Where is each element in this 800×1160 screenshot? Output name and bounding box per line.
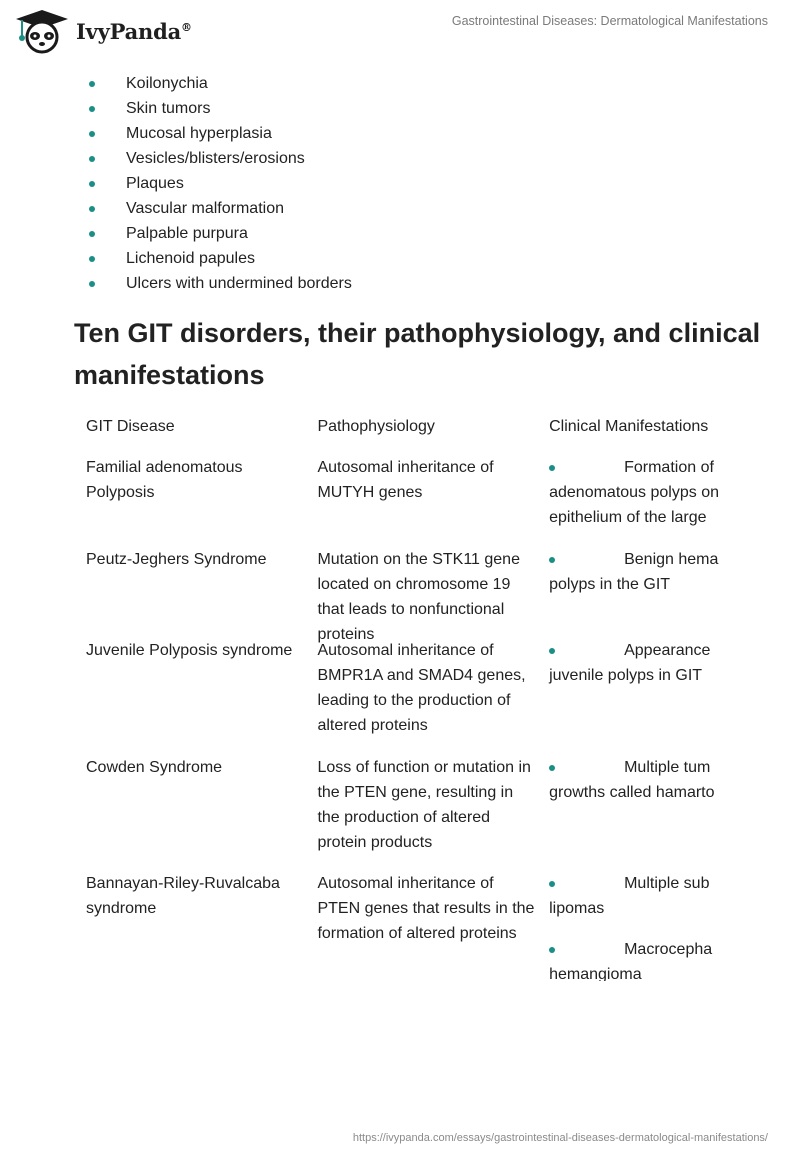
bullet-icon <box>89 131 95 137</box>
manifestation-item: Multiple sub lipomas <box>549 875 710 917</box>
list-item: Palpable purpura <box>86 221 352 246</box>
disease-cell: Bannayan-Riley-Ruvalcaba syndrome <box>86 875 280 917</box>
list-item: Ulcers with undermined borders <box>86 271 352 296</box>
manifestation-item: Benign hema polyps in the GIT <box>549 551 719 593</box>
table-row <box>86 755 800 871</box>
bullet-icon <box>549 648 555 654</box>
bullet-icon <box>89 81 95 87</box>
table-row <box>86 547 800 643</box>
ivypanda-logo[interactable] <box>14 8 192 54</box>
manifestations-cell <box>549 638 800 755</box>
table-row <box>86 871 800 981</box>
list-item: Vascular malformation <box>86 196 352 221</box>
bullet-icon <box>549 557 555 563</box>
bullet-icon <box>89 206 95 212</box>
bullet-icon <box>89 231 95 237</box>
table-header-row <box>86 414 800 455</box>
list-item: Skin tumors <box>86 96 352 121</box>
bullet-icon <box>89 256 95 262</box>
table-row <box>86 638 800 755</box>
page-header <box>0 0 800 62</box>
bullet-icon <box>549 947 555 953</box>
pathophysiology-cell: Autosomal inheritance of BMPR1A and SMAD4 genes, leading to the production of altered proteins <box>317 642 526 734</box>
pathophysiology-cell: Mutation on the STK11 gene located on chromosome 19 that leads to nonfunctional proteins <box>317 551 520 643</box>
manifestations-cell <box>549 755 800 871</box>
pathophysiology-cell: Loss of function or mutation in the PTEN gene, resulting in the production of altered protein products <box>317 759 531 851</box>
bullet-icon <box>549 881 555 887</box>
pathophysiology-cell: Autosomal inheritance of PTEN genes that results in the formation of altered proteins <box>317 875 535 942</box>
bullet-icon <box>89 106 95 112</box>
pathophysiology-cell: Autosomal inheritance of MUTYH genes <box>317 459 494 501</box>
manifestations-cell <box>549 871 800 981</box>
manifestation-item: Appearance juvenile polyps in GIT <box>549 642 711 684</box>
manifestations-cell <box>549 547 800 638</box>
disease-cell: Familial adenomatous Polyposis <box>86 459 243 501</box>
manifestation-item: Macrocepha hemangioma <box>549 941 713 981</box>
bullet-icon <box>549 465 555 471</box>
bullet-list <box>86 71 352 296</box>
column-header-disease: GIT Disease <box>86 418 175 435</box>
bullet-icon <box>89 156 95 162</box>
registered-mark: ® <box>181 20 192 34</box>
list-item: Lichenoid papules <box>86 246 352 271</box>
disease-cell: Cowden Syndrome <box>86 759 223 776</box>
list-item: Vesicles/blisters/erosions <box>86 146 352 171</box>
column-header-pathophysiology: Pathophysiology <box>317 418 435 435</box>
list-item: Koilonychia <box>86 71 352 96</box>
list-item: Mucosal hyperplasia <box>86 121 352 146</box>
table-row <box>86 455 800 547</box>
brand-name: IvyPanda® <box>76 18 192 44</box>
section-heading: Ten GIT disorders, their pathophysiology, and clinical manifestations <box>74 318 761 390</box>
source-url-link[interactable]: https://ivypanda.com/essays/gastrointestinal-diseases-dermatological-manifestations/ <box>352 1132 768 1144</box>
bullet-icon <box>89 281 95 287</box>
list-item: Plaques <box>86 171 352 196</box>
bullet-icon <box>549 765 555 771</box>
panda-graduate-icon <box>14 8 70 54</box>
manifestations-cell <box>549 455 800 547</box>
document-title: Gastrointestinal Diseases: Dermatological Manifestations <box>451 14 768 28</box>
disease-cell: Peutz-Jeghers Syndrome <box>86 551 267 568</box>
column-header-manifestations: Clinical Manifestations <box>549 418 709 435</box>
disease-cell: Juvenile Polyposis syndrome <box>86 642 293 659</box>
manifestation-item: Formation of adenomatous polyps on epithelium of the large <box>549 459 719 526</box>
manifestation-item: Multiple tum growths called hamarto <box>549 759 715 801</box>
bullet-icon <box>89 181 95 187</box>
disorders-table <box>86 414 800 981</box>
